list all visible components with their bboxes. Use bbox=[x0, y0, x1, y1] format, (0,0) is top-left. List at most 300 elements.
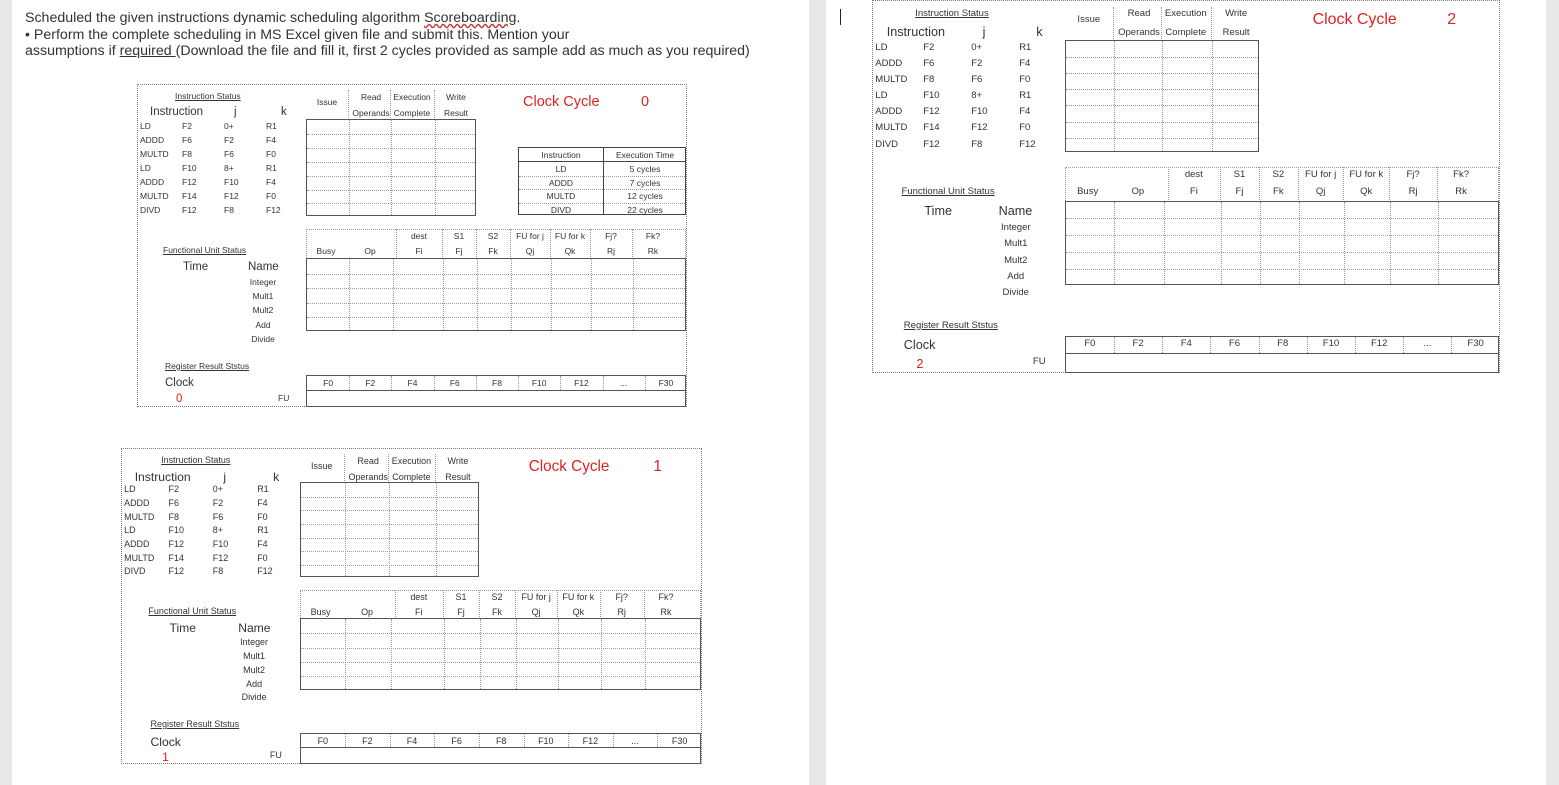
clock-label: Clock bbox=[903, 338, 936, 353]
fu-header-top: Fj? bbox=[615, 591, 628, 602]
grid-row bbox=[1066, 269, 1498, 270]
fu-header-top: FU for j bbox=[521, 591, 551, 602]
register-result-status-title: Register Result Ststus bbox=[903, 319, 998, 331]
instruction-j: 8+ bbox=[971, 90, 983, 102]
exec-unit: DIVD bbox=[550, 204, 572, 215]
header-divider bbox=[1211, 7, 1212, 39]
intro-line-3: assumptions if required (Download the file and fill it, first 2 cycles provided as sample add as much as you required) bbox=[25, 43, 750, 59]
register-name: F10 bbox=[1322, 338, 1340, 350]
fu-header-top: Fk? bbox=[645, 231, 661, 241]
grid-row bbox=[301, 510, 479, 511]
instruction-j: F2 bbox=[971, 57, 983, 69]
register-name: F8 bbox=[1277, 338, 1289, 350]
register-name: F30 bbox=[1467, 338, 1484, 350]
register-name: F10 bbox=[531, 378, 547, 388]
instruction-op: MULTD bbox=[875, 122, 908, 134]
instruction-k: F4 bbox=[266, 135, 276, 145]
instruction-dest: F14 bbox=[168, 552, 184, 563]
exec-time: 7 cycles bbox=[629, 177, 661, 188]
fu-header-bottom: Fj bbox=[457, 606, 465, 617]
instruction-k: F0 bbox=[257, 552, 268, 563]
instruction-j: 8+ bbox=[212, 525, 224, 536]
register-name: F0 bbox=[323, 378, 334, 388]
instruction-status-grid bbox=[1065, 40, 1259, 152]
execution-complete-header-top: Execution bbox=[391, 455, 432, 466]
instruction-header: Instruction bbox=[134, 469, 191, 484]
op-header: Op bbox=[1131, 185, 1145, 197]
grid-col bbox=[1114, 202, 1115, 284]
fu-header-box bbox=[306, 229, 686, 258]
fu-header-top: Fj? bbox=[1406, 168, 1420, 180]
instruction-j: F10 bbox=[212, 539, 229, 549]
instruction-status-title: Instruction Status bbox=[161, 454, 231, 465]
instruction-j: 0+ bbox=[971, 41, 983, 53]
instruction-j: F8 bbox=[971, 138, 983, 150]
j-header: j bbox=[234, 106, 237, 118]
register-name: F0 bbox=[317, 735, 329, 746]
instruction-dest: F10 bbox=[168, 525, 184, 536]
instruction-dest: F6 bbox=[168, 497, 179, 508]
write-result-header-bottom: Result bbox=[443, 108, 469, 118]
name-header: Name bbox=[238, 621, 271, 636]
instruction-k: R1 bbox=[266, 121, 277, 131]
functional-unit-name: Add bbox=[246, 678, 263, 689]
instruction-status-title: Instruction Status bbox=[915, 7, 989, 19]
instruction-j: F12 bbox=[224, 191, 239, 201]
exec-unit: ADDD bbox=[548, 177, 574, 188]
instruction-k: F12 bbox=[257, 566, 273, 577]
exec-unit: MULTD bbox=[546, 191, 576, 201]
functional-unit-status-title: Functional Unit Status bbox=[901, 185, 995, 197]
functional-unit-grid bbox=[306, 258, 686, 331]
grid-col bbox=[1260, 202, 1261, 284]
fu-header-top: dest bbox=[1184, 168, 1203, 180]
functional-unit-name: Divide bbox=[1002, 287, 1029, 299]
grid-row bbox=[1066, 252, 1498, 253]
register-name: F2 bbox=[362, 735, 373, 746]
issue-header: Issue bbox=[1077, 13, 1101, 25]
instruction-k: F4 bbox=[257, 497, 268, 508]
instruction-j: F8 bbox=[212, 566, 224, 577]
grid-row bbox=[301, 565, 479, 566]
fu-header-top: FU for k bbox=[1349, 168, 1384, 180]
write-result-header-bottom: Result bbox=[445, 471, 471, 482]
instruction-j: 0+ bbox=[212, 484, 224, 495]
register-name: F6 bbox=[449, 378, 460, 388]
fu-header-top: Fk? bbox=[1453, 168, 1470, 180]
fu-header-bottom: Fi bbox=[415, 606, 423, 617]
instruction-dest: F12 bbox=[923, 138, 940, 150]
grid-row bbox=[307, 148, 475, 149]
read-operands-header-bottom: Operands bbox=[352, 108, 390, 118]
instruction-dest: F12 bbox=[923, 106, 940, 118]
fu-header-top: FU for k bbox=[562, 591, 595, 602]
fu-header-bottom: Fk bbox=[1273, 185, 1284, 197]
register-name: F4 bbox=[1180, 338, 1192, 350]
execution-complete-header-top: Execution bbox=[1164, 8, 1207, 20]
assignment-instructions bbox=[25, 10, 750, 60]
instruction-k: R1 bbox=[257, 525, 269, 536]
register-result-status-title: Register Result Ststus bbox=[165, 361, 250, 371]
exec-row-line bbox=[519, 189, 685, 190]
grid-row bbox=[307, 203, 475, 204]
instruction-k: F0 bbox=[1019, 122, 1031, 134]
grid-col bbox=[591, 259, 592, 330]
grid-col bbox=[444, 619, 445, 688]
clock-value: 1 bbox=[162, 750, 169, 765]
functional-unit-name: Mult2 bbox=[252, 305, 274, 316]
fu-header-box bbox=[300, 590, 701, 618]
clock-value: 2 bbox=[916, 356, 924, 371]
fu-header-bottom: Rk bbox=[1455, 185, 1467, 197]
instruction-op: ADDD bbox=[124, 539, 150, 549]
clock-cycle-label: Clock Cycle bbox=[523, 94, 600, 110]
grid-row bbox=[301, 524, 479, 525]
register-name: ... bbox=[620, 378, 628, 388]
write-result-header-bottom: Result bbox=[1222, 26, 1250, 38]
instruction-j: F2 bbox=[212, 497, 224, 508]
exec-header-unit: Instruction bbox=[541, 150, 581, 160]
functional-unit-name: Integer bbox=[240, 636, 269, 647]
grid-row bbox=[301, 648, 700, 649]
k-header: k bbox=[281, 106, 287, 118]
fu-header-top: dest bbox=[410, 231, 428, 241]
fu-label: FU bbox=[269, 750, 282, 761]
instruction-k: F0 bbox=[257, 511, 268, 522]
grid-col bbox=[516, 619, 517, 688]
instruction-j: F10 bbox=[971, 106, 988, 118]
grid-row bbox=[301, 551, 479, 552]
read-operands-header-bottom: Operands bbox=[348, 471, 388, 482]
k-header: k bbox=[273, 469, 280, 484]
grid-row bbox=[1066, 57, 1258, 58]
time-header: Time bbox=[169, 621, 196, 636]
fu-header-top: FU for k bbox=[554, 231, 586, 241]
instruction-op: ADDD bbox=[124, 497, 150, 508]
grid-row bbox=[301, 676, 700, 677]
instruction-k: F12 bbox=[266, 205, 281, 215]
grid-row bbox=[307, 303, 685, 304]
grid-row bbox=[307, 176, 475, 177]
exec-row-line bbox=[519, 203, 685, 204]
fu-header-bottom: Rj bbox=[617, 606, 626, 617]
grid-col bbox=[633, 259, 634, 330]
exec-row-line bbox=[519, 176, 685, 177]
instruction-op: LD bbox=[140, 163, 151, 173]
register-name: F2 bbox=[365, 378, 376, 388]
grid-col bbox=[391, 619, 392, 688]
time-header: Time bbox=[183, 261, 209, 273]
clock-cycle-value: 0 bbox=[641, 94, 650, 110]
instruction-op: MULTD bbox=[124, 552, 155, 563]
grid-row bbox=[301, 662, 700, 663]
register-name: ... bbox=[631, 735, 639, 746]
instruction-j: 0+ bbox=[224, 121, 234, 131]
register-name: F4 bbox=[406, 735, 418, 746]
instruction-dest: F8 bbox=[182, 149, 192, 159]
instruction-dest: F10 bbox=[182, 163, 197, 173]
scoreboard-sheet-cycle-2 bbox=[872, 0, 1500, 373]
register-name: F4 bbox=[407, 378, 418, 388]
grid-col bbox=[393, 259, 394, 330]
grid-col bbox=[551, 259, 552, 330]
functional-unit-name: Integer bbox=[1000, 221, 1031, 233]
grid-row bbox=[301, 633, 700, 634]
grid-row bbox=[307, 274, 685, 275]
functional-unit-name: Mult1 bbox=[1004, 238, 1028, 250]
busy-header: Busy bbox=[316, 246, 336, 256]
fu-header-bottom: Qk bbox=[572, 606, 585, 617]
functional-unit-name: Divide bbox=[251, 333, 275, 344]
register-name: F30 bbox=[658, 378, 674, 388]
fu-header-top: FU for j bbox=[1305, 168, 1337, 180]
instruction-dest: F12 bbox=[182, 205, 197, 215]
register-result-grid bbox=[306, 375, 686, 407]
instruction-op: ADDD bbox=[875, 106, 903, 118]
functional-unit-name: Mult2 bbox=[1004, 254, 1028, 266]
grid-col bbox=[558, 619, 559, 688]
instruction-dest: F14 bbox=[923, 122, 940, 134]
instruction-k: F4 bbox=[266, 177, 276, 187]
functional-unit-name: Mult1 bbox=[252, 291, 274, 302]
register-name: F12 bbox=[1370, 338, 1388, 350]
instruction-dest: F8 bbox=[168, 511, 179, 522]
functional-unit-status-title: Functional Unit Status bbox=[163, 245, 247, 255]
instruction-j: F12 bbox=[971, 122, 988, 134]
instruction-dest: F2 bbox=[168, 484, 179, 495]
register-result-status-title: Register Result Ststus bbox=[150, 719, 240, 729]
issue-header: Issue bbox=[316, 97, 338, 107]
instruction-op: LD bbox=[875, 41, 888, 53]
instruction-k: R1 bbox=[257, 484, 269, 495]
fu-header-top: S2 bbox=[487, 231, 499, 241]
name-header: Name bbox=[248, 261, 279, 273]
register-result-grid bbox=[1065, 336, 1499, 373]
instruction-op: MULTD bbox=[140, 191, 169, 201]
fu-header-bottom: Fj bbox=[1235, 185, 1244, 197]
instruction-dest: F2 bbox=[182, 121, 192, 131]
fu-header-bottom: Qk bbox=[564, 246, 576, 256]
grid-row bbox=[301, 538, 479, 539]
fu-header-bottom: Fk bbox=[488, 246, 498, 256]
fu-header-bottom: Fj bbox=[455, 246, 463, 256]
read-operands-header-top: Read bbox=[360, 92, 382, 102]
header-divider bbox=[435, 454, 436, 481]
instruction-j: F10 bbox=[224, 177, 239, 187]
instruction-dest: F14 bbox=[182, 191, 197, 201]
fu-header-top: S2 bbox=[491, 591, 503, 602]
grid-col bbox=[1221, 202, 1222, 284]
header-divider bbox=[390, 90, 391, 118]
fu-header-bottom: Fk bbox=[492, 606, 503, 617]
grid-col bbox=[349, 259, 350, 330]
time-header: Time bbox=[924, 204, 953, 219]
functional-unit-name: Mult1 bbox=[243, 650, 266, 661]
register-name: F2 bbox=[1132, 338, 1144, 350]
instruction-j: F6 bbox=[212, 511, 224, 522]
register-divider bbox=[301, 747, 700, 748]
functional-unit-name: Mult2 bbox=[243, 664, 266, 675]
text-cursor bbox=[840, 9, 841, 25]
grid-col bbox=[345, 619, 346, 688]
exec-time: 22 cycles bbox=[627, 204, 663, 215]
execution-time-table bbox=[518, 147, 686, 215]
instruction-header: Instruction bbox=[150, 106, 204, 118]
fu-header-bottom: Qj bbox=[1315, 185, 1326, 197]
grid-row bbox=[1066, 218, 1498, 219]
fu-header-top: dest bbox=[410, 591, 428, 602]
register-name: F10 bbox=[538, 735, 554, 746]
k-header: k bbox=[1036, 25, 1043, 40]
fu-header-bottom: Qj bbox=[525, 246, 535, 256]
register-name: F6 bbox=[1228, 338, 1241, 350]
grid-col bbox=[477, 259, 478, 330]
exec-header-line bbox=[519, 161, 685, 162]
instruction-op: ADDD bbox=[875, 57, 903, 69]
fu-header-top: FU for j bbox=[516, 231, 544, 241]
issue-header: Issue bbox=[310, 460, 333, 471]
instruction-k: F4 bbox=[1019, 106, 1031, 118]
fu-header-top: Fj? bbox=[605, 231, 617, 241]
instruction-k: F0 bbox=[266, 191, 276, 201]
fu-header-bottom: Fi bbox=[415, 246, 423, 256]
grid-col bbox=[443, 259, 444, 330]
op-header: Op bbox=[361, 606, 374, 617]
instruction-op: LD bbox=[124, 525, 136, 536]
fu-header-top: S2 bbox=[1272, 168, 1285, 180]
register-name: ... bbox=[1423, 338, 1432, 350]
instruction-k: F0 bbox=[266, 149, 276, 159]
fu-header-top: Fk? bbox=[658, 591, 674, 602]
instruction-j: F2 bbox=[224, 135, 234, 145]
required-link[interactable]: required bbox=[119, 43, 176, 59]
instruction-k: F4 bbox=[257, 539, 268, 549]
instruction-op: DIVD bbox=[875, 138, 899, 150]
grid-row bbox=[307, 162, 475, 163]
clock-cycle-label: Clock Cycle bbox=[1312, 11, 1397, 29]
write-result-header-top: Write bbox=[447, 455, 469, 466]
register-name: F8 bbox=[492, 378, 502, 388]
instruction-k: R1 bbox=[1019, 41, 1032, 53]
clock-cycle-value: 1 bbox=[653, 457, 662, 475]
instruction-k: R1 bbox=[1019, 90, 1032, 102]
instruction-op: DIVD bbox=[140, 205, 161, 215]
grid-row bbox=[1066, 235, 1498, 236]
busy-header: Busy bbox=[1077, 185, 1099, 197]
instruction-dest: F10 bbox=[923, 90, 940, 102]
instruction-status-title: Instruction Status bbox=[175, 91, 241, 101]
register-name: F30 bbox=[671, 735, 688, 746]
functional-unit-name: Divide bbox=[241, 692, 267, 703]
register-divider bbox=[1066, 353, 1498, 354]
fu-header-bottom: Rj bbox=[1408, 185, 1418, 197]
j-header: j bbox=[982, 25, 986, 40]
functional-unit-grid bbox=[300, 618, 701, 689]
instruction-op: MULTD bbox=[124, 511, 155, 522]
fu-header-top: S1 bbox=[453, 231, 465, 241]
grid-row bbox=[307, 190, 475, 191]
grid-col bbox=[511, 259, 512, 330]
grid-col bbox=[1344, 202, 1345, 284]
header-divider bbox=[348, 90, 349, 118]
fu-header-bottom: Qk bbox=[1360, 185, 1373, 197]
execution-complete-header-bottom: Complete bbox=[1165, 26, 1207, 38]
write-result-header-top: Write bbox=[446, 92, 466, 102]
grid-row bbox=[307, 317, 685, 318]
instruction-op: MULTD bbox=[875, 73, 908, 85]
instruction-header: Instruction bbox=[886, 25, 946, 40]
grid-row bbox=[1066, 105, 1258, 106]
read-operands-header-top: Read bbox=[357, 455, 379, 466]
fu-label: FU bbox=[278, 393, 290, 403]
spellcheck-word: Scoreboarding bbox=[424, 10, 517, 26]
header-divider bbox=[388, 454, 389, 481]
execution-complete-header-top: Execution bbox=[393, 92, 431, 102]
instruction-j: F8 bbox=[224, 205, 234, 215]
clock-value: 0 bbox=[176, 393, 183, 405]
functional-unit-name: Add bbox=[255, 319, 271, 330]
grid-col bbox=[645, 619, 646, 688]
instruction-op: ADDD bbox=[140, 135, 165, 145]
grid-row bbox=[301, 497, 479, 498]
register-name: F0 bbox=[1084, 338, 1096, 350]
instruction-status-grid bbox=[306, 119, 476, 216]
instruction-dest: F8 bbox=[923, 73, 935, 85]
instruction-status-grid bbox=[300, 482, 480, 577]
instruction-k: F12 bbox=[1019, 138, 1036, 150]
header-divider bbox=[1161, 7, 1162, 39]
grid-row bbox=[1066, 89, 1258, 90]
instruction-op: ADDD bbox=[140, 177, 165, 187]
fu-header-box bbox=[1065, 167, 1499, 201]
write-result-header-top: Write bbox=[1225, 8, 1248, 20]
header-divider bbox=[344, 454, 345, 481]
register-result-grid bbox=[300, 733, 701, 764]
fu-header-top: S1 bbox=[1233, 168, 1246, 180]
grid-row bbox=[1066, 122, 1258, 123]
j-header: j bbox=[223, 469, 227, 484]
instruction-k: R1 bbox=[266, 163, 277, 173]
grid-col bbox=[1438, 202, 1439, 284]
instruction-j: F6 bbox=[224, 149, 234, 159]
instruction-k: F4 bbox=[1019, 57, 1031, 69]
grid-col bbox=[1164, 202, 1165, 284]
fu-header-bottom: Rk bbox=[647, 246, 659, 256]
functional-unit-name: Integer bbox=[249, 277, 277, 287]
execution-complete-header-bottom: Complete bbox=[392, 471, 431, 482]
fu-header-bottom: Rk bbox=[660, 606, 672, 617]
exec-time: 12 cycles bbox=[627, 191, 663, 201]
instruction-j: 8+ bbox=[224, 163, 234, 173]
grid-col bbox=[1390, 202, 1391, 284]
fu-header-bottom: Rj bbox=[606, 246, 616, 256]
instruction-op: LD bbox=[875, 90, 888, 102]
functional-unit-status-title: Functional Unit Status bbox=[148, 605, 237, 616]
read-operands-header-bottom: Operands bbox=[1118, 26, 1160, 38]
instruction-dest: F6 bbox=[923, 57, 935, 69]
instruction-j: F12 bbox=[212, 552, 229, 563]
instruction-dest: F12 bbox=[168, 566, 184, 577]
instruction-dest: F2 bbox=[923, 41, 935, 53]
exec-time: 5 cycles bbox=[629, 164, 661, 174]
instruction-dest: F12 bbox=[168, 539, 184, 549]
grid-row bbox=[307, 134, 475, 135]
fu-label: FU bbox=[1032, 355, 1046, 367]
register-name: F8 bbox=[495, 735, 507, 746]
register-name: F12 bbox=[582, 735, 599, 746]
scoreboard-sheet-cycle-1 bbox=[121, 448, 702, 764]
clock-label: Clock bbox=[165, 377, 194, 389]
